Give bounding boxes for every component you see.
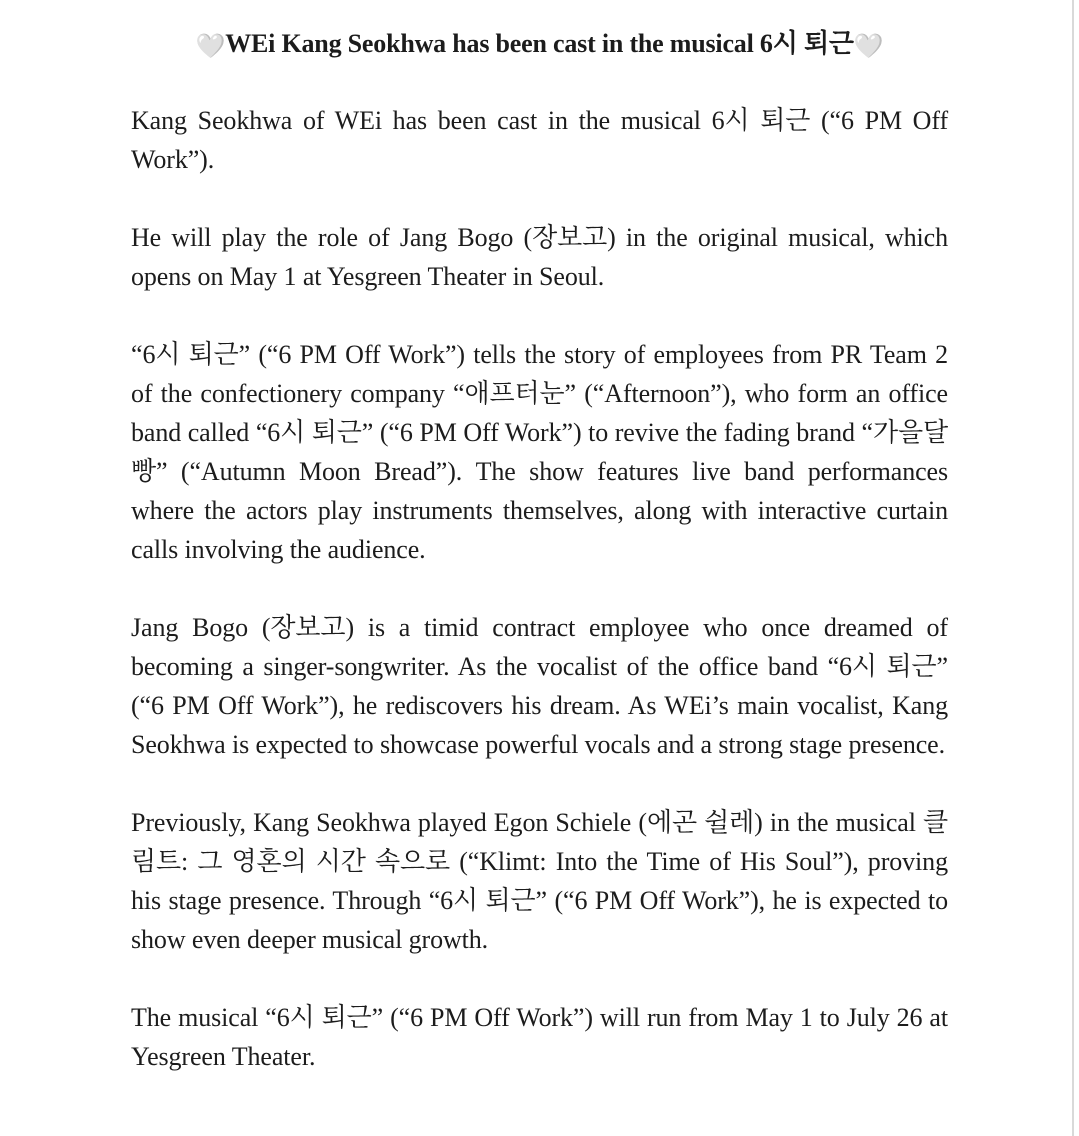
paragraph-synopsis: “6시 퇴근” (“6 PM Off Work”) tells the story of employees from PR Team 2 of the confectionery company “애프터눈” (“Afternoon”), who form an office band called “6시 퇴근” (“6 PM Off Work”) to revive the fading brand “가을달빵” (“Autumn Moon Bread”). The show features live band performances where the actors play instruments themselves, along with interactive curtain calls involving the audience. — [131, 340, 948, 564]
paragraph-casting: Kang Seokhwa of WEi has been cast in the musical 6시 퇴근 (“6 PM Off Work”). — [131, 106, 948, 174]
white-heart-icon: 🤍 — [195, 34, 226, 60]
article-title — [0, 26, 1079, 62]
paragraph-previous-work: Previously, Kang Seokhwa played Egon Schiele (에곤 쉴레) in the musical 클림트: 그 영혼의 시간 속으로 (“Klimt: Into the Time of His Soul”), proving his stage presence. Through “6시 퇴근” (“6 PM Off Work”), he is expected to show even deeper musical growth. — [131, 808, 948, 954]
white-heart-icon: 🤍 — [853, 34, 884, 60]
article-body — [131, 101, 948, 1115]
paragraph-character: Jang Bogo (장보고) is a timid contract employee who once dreamed of becoming a singer-songwriter. As the vocalist of the office band “6시 퇴근” (“6 PM Off Work”), he rediscovers his dream. As WEi’s main vocalist, Kang Seokhwa is expected to showcase powerful vocals and a strong stage presence. — [131, 613, 948, 759]
article-title-text: WEi Kang Seokhwa has been cast in the musical 6시 퇴근 — [225, 29, 854, 58]
page-edge-divider — [1072, 0, 1074, 1136]
paragraph-schedule: The musical “6시 퇴근” (“6 PM Off Work”) will run from May 1 to July 26 at Yesgreen Theater. — [131, 1003, 948, 1071]
paragraph-role: He will play the role of Jang Bogo (장보고) in the original musical, which opens on May 1 at Yesgreen Theater in Seoul. — [131, 223, 948, 291]
